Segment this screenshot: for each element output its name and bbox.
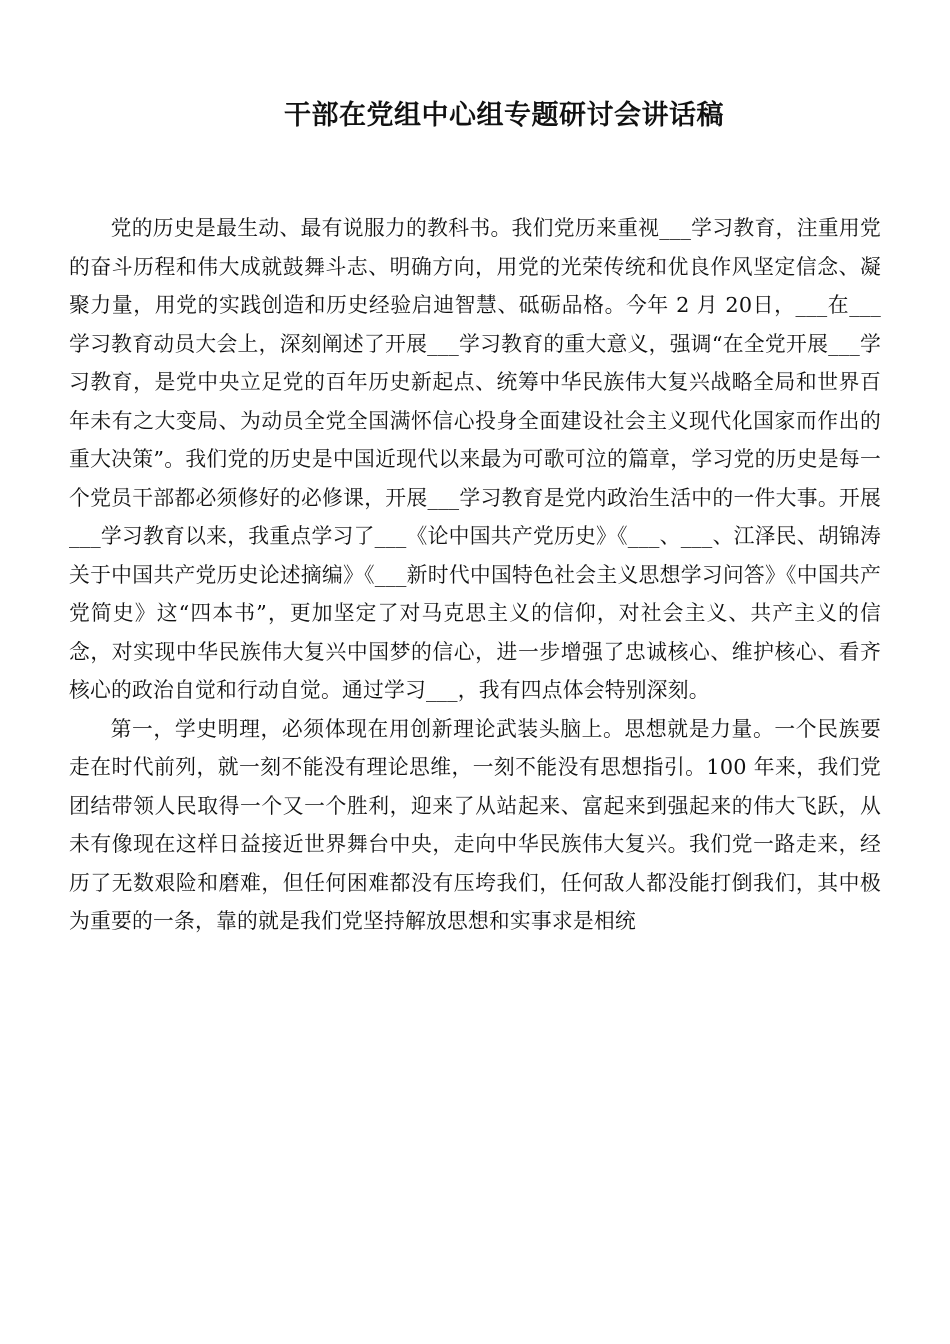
paragraph-2: 第一，学史明理，必须体现在用创新理论武装头脑上。思想就是力量。一个民族要走在时代前列，就一刻不能没有理论思维，一刻不能没有思想指引。100 年来，我们党团结带领人民取得一个又一个胜利，迎来了从站起来、富起来到强起来的伟大飞跃，从未有像现在这样日益接近世界舞台中央，走向中华民族伟大复兴。我们党一路走来，经历了无数艰险和磨难，但任何困难都没有压垮我们，任何敌人都没能打倒我们，其中极为重要的一条，靠的就是我们党坚持解放思想和实事求是相统 [69, 716, 881, 933]
document-title: 干部在党组中心组专题研讨会讲话稿 [284, 100, 724, 131]
paragraph-1: 党的历史是最生动、最有说服力的教科书。我们党历来重视___学习教育，注重用党的奋斗历程和伟大成就鼓舞斗志、明确方向，用党的光荣传统和优良作风坚定信念、凝聚力量，用党的实践创造和历史经验启迪智慧、砥砺品格。今年 2 月 20日，___在___学习教育动员大会上，深刻阐述了开展___学习教育的重大意义，强调“在全党开展___学习教育，是党中央立足党的百年历史新起点、统筹中华民族伟大复兴战略全局和世界百年未有之大变局、为动员全党全国满怀信心投身全面建设社会主义现代化国家而作出的重大决策”。我们党的历史是中国近现代以来最为可歌可泣的篇章，学习党的历史是每一个党员干部都必须修好的必修课，开展___学习教育是党内政治生活中的一件大事。开展___学习教育以来，我重点学习了___《论中国共产党历史》《___、___、江泽民、胡锦涛关于中国共产党历史论述摘编》《___新时代中国特色社会主义思想学习问答》《中国共产党简史》这“四本书”，更加坚定了对马克思主义的信仰，对社会主义、共产主义的信念，对实现中华民族伟大复兴中国梦的信心，进一步增强了忠诚核心、维护核心、看齐核心的政治自觉和行动自觉。通过学习___，我有四点体会特别深刻。 [69, 216, 881, 702]
document-body [69, 209, 881, 941]
